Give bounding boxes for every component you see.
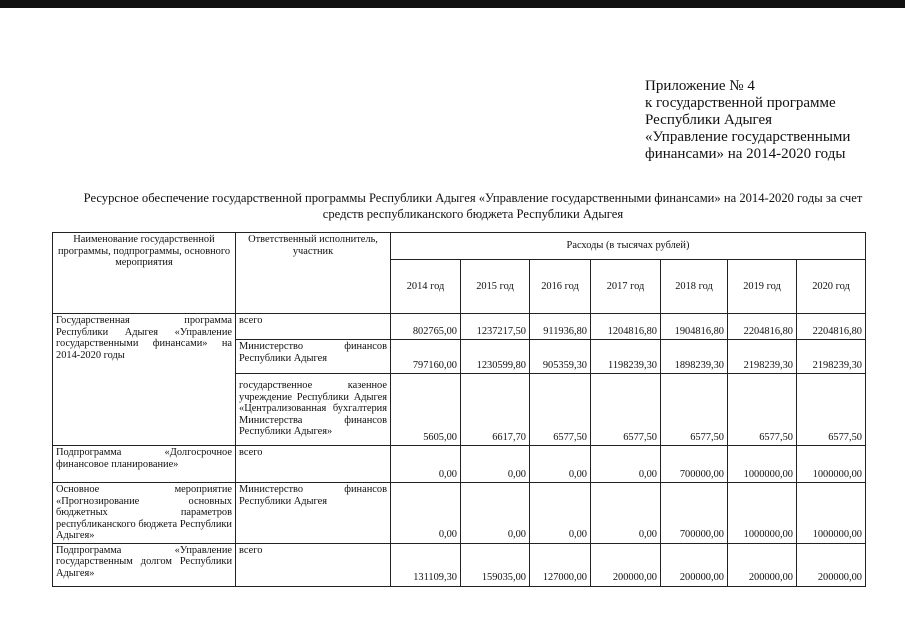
annex-line: «Управление государственными [645, 129, 851, 145]
table-row [53, 446, 866, 483]
value-cell: 200000,00 [591, 543, 661, 586]
row-executor: Министерство финансов Республики Адыгея [236, 483, 391, 544]
table-row [53, 483, 866, 544]
title-line-2: средств республиканского бюджета Республики Адыгея [322, 207, 624, 221]
row-executor: всего [236, 314, 391, 340]
value-cell: 2204816,80 [797, 314, 866, 340]
header-year: 2014 год [391, 260, 461, 314]
resources-table [52, 232, 866, 587]
value-cell: 200000,00 [661, 543, 728, 586]
value-cell: 6577,50 [661, 374, 728, 446]
value-cell: 5605,00 [391, 374, 461, 446]
annex-block [645, 78, 850, 163]
value-cell: 0,00 [591, 483, 661, 544]
header-year: 2018 год [661, 260, 728, 314]
row-name: Государственная программа Республики Адыгея «Управление государственными финансами» на 2014-2020 годы [53, 314, 236, 446]
row-executor: всего [236, 543, 391, 586]
document-title [40, 190, 905, 222]
header-year: 2020 год [797, 260, 866, 314]
annex-line: Приложение № 4 [645, 78, 755, 94]
value-cell: 1898239,30 [661, 340, 728, 374]
value-cell: 2204816,80 [728, 314, 797, 340]
header-year: 2019 год [728, 260, 797, 314]
value-cell: 1237217,50 [461, 314, 530, 340]
value-cell: 1000000,00 [728, 446, 797, 483]
value-cell: 2198239,30 [797, 340, 866, 374]
value-cell: 905359,30 [530, 340, 591, 374]
value-cell: 700000,00 [661, 483, 728, 544]
header-year: 2016 год [530, 260, 591, 314]
value-cell: 127000,00 [530, 543, 591, 586]
annex-line: Республики Адыгея [645, 112, 773, 128]
value-cell: 1904816,80 [661, 314, 728, 340]
value-cell: 2198239,30 [728, 340, 797, 374]
value-cell: 6577,50 [530, 374, 591, 446]
header-name: Наименование государственной программы, подпрограммы, основного мероприятия [53, 233, 236, 314]
value-cell: 700000,00 [661, 446, 728, 483]
row-name: Основное мероприятие «Прогнозирование основных бюджетных параметров республиканского бюджета Республики Адыгея» [53, 483, 236, 544]
row-name: Подпрограмма «Долгосрочное финансовое планирование» [53, 446, 236, 483]
value-cell: 131109,30 [391, 543, 461, 586]
row-executor: Министерство финансов Республики Адыгея [236, 340, 391, 374]
table-row [53, 314, 866, 340]
row-executor: государственное казенное учреждение Республики Адыгея «Централизованная бухгалтерия Министерства финансов Республики Адыгея» [236, 374, 391, 446]
value-cell: 0,00 [391, 446, 461, 483]
value-cell: 1198239,30 [591, 340, 661, 374]
header-executor: Ответственный исполнитель, участник [236, 233, 391, 314]
value-cell: 6577,50 [591, 374, 661, 446]
value-cell: 1230599,80 [461, 340, 530, 374]
value-cell: 200000,00 [797, 543, 866, 586]
annex-line: к государственной программе [645, 95, 836, 111]
header-year: 2015 год [461, 260, 530, 314]
title-line-1: Ресурсное обеспечение государственной программы Республики Адыгея «Управление государственными финансами» на 2014-2020 годы за счет [83, 191, 863, 205]
value-cell: 0,00 [530, 483, 591, 544]
row-name: Подпрограмма «Управление государственным долгом Республики Адыгея» [53, 543, 236, 586]
value-cell: 6577,50 [797, 374, 866, 446]
value-cell: 159035,00 [461, 543, 530, 586]
value-cell: 1000000,00 [797, 483, 866, 544]
value-cell: 797160,00 [391, 340, 461, 374]
row-executor: всего [236, 446, 391, 483]
value-cell: 200000,00 [728, 543, 797, 586]
value-cell: 6577,50 [728, 374, 797, 446]
table-row [53, 543, 866, 586]
value-cell: 0,00 [391, 483, 461, 544]
value-cell: 911936,80 [530, 314, 591, 340]
value-cell: 6617,70 [461, 374, 530, 446]
header-year: 2017 год [591, 260, 661, 314]
value-cell: 1000000,00 [728, 483, 797, 544]
value-cell: 1000000,00 [797, 446, 866, 483]
header-expenses: Расходы (в тысячах рублей) [391, 233, 866, 260]
value-cell: 0,00 [461, 446, 530, 483]
value-cell: 802765,00 [391, 314, 461, 340]
annex-line: финансами» на 2014-2020 годы [645, 146, 846, 162]
scan-top-edge [0, 0, 905, 8]
value-cell: 0,00 [591, 446, 661, 483]
value-cell: 0,00 [461, 483, 530, 544]
value-cell: 0,00 [530, 446, 591, 483]
value-cell: 1204816,80 [591, 314, 661, 340]
